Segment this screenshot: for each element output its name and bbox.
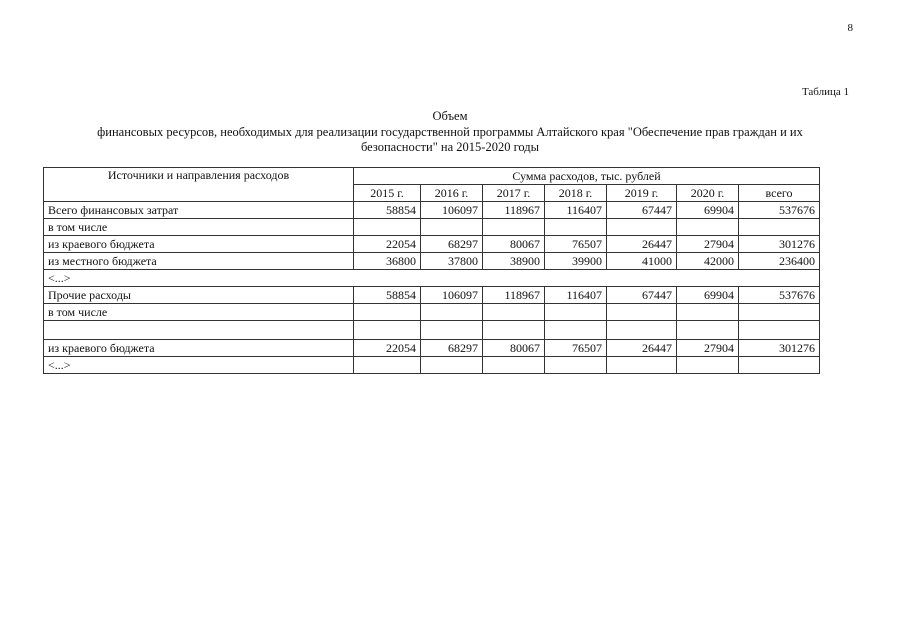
cell-value bbox=[677, 321, 739, 340]
cell-value bbox=[545, 357, 607, 374]
year-header: 2018 г. bbox=[545, 185, 607, 202]
row-label: из местного бюджета bbox=[44, 253, 354, 270]
row-label: в том числе bbox=[44, 219, 354, 236]
table-row bbox=[44, 287, 820, 304]
cell-value bbox=[739, 304, 820, 321]
title-line-3: безопасности" на 2015-2020 годы bbox=[360, 140, 540, 154]
cell-value bbox=[354, 304, 421, 321]
cell-value: 27904 bbox=[677, 236, 739, 253]
cell-value: 27904 bbox=[677, 340, 739, 357]
cell-value: 76507 bbox=[545, 340, 607, 357]
col-sum-header: Сумма расходов, тыс. рублей bbox=[354, 168, 820, 185]
table-row bbox=[44, 270, 820, 287]
cell-value: 36800 bbox=[354, 253, 421, 270]
page-number: 8 bbox=[847, 22, 853, 34]
total-header: всего bbox=[739, 185, 820, 202]
cell-value bbox=[677, 304, 739, 321]
cell-value bbox=[739, 321, 820, 340]
cell-value: 80067 bbox=[483, 340, 545, 357]
document-title bbox=[40, 109, 860, 156]
cell-value: 38900 bbox=[483, 253, 545, 270]
cell-value: 301276 bbox=[739, 236, 820, 253]
table-row bbox=[44, 340, 820, 357]
row-label: из краевого бюджета bbox=[44, 236, 354, 253]
row-label bbox=[44, 321, 354, 340]
col-source-header: Источники и направления расходов bbox=[44, 168, 354, 202]
cell-value bbox=[354, 321, 421, 340]
cell-value: 76507 bbox=[545, 236, 607, 253]
cell-value: 69904 bbox=[677, 287, 739, 304]
cell-value: 537676 bbox=[739, 202, 820, 219]
cell-value: 42000 bbox=[677, 253, 739, 270]
row-label: Всего финансовых затрат bbox=[44, 202, 354, 219]
cell-value: 37800 bbox=[421, 253, 483, 270]
cell-value: 26447 bbox=[607, 236, 677, 253]
cell-value bbox=[677, 357, 739, 374]
table-label: Таблица 1 bbox=[801, 86, 849, 98]
cell-value bbox=[607, 304, 677, 321]
cell-value bbox=[545, 304, 607, 321]
cell-value: 69904 bbox=[677, 202, 739, 219]
title-line-1: Объем bbox=[432, 109, 468, 123]
row-label: из краевого бюджета bbox=[44, 340, 354, 357]
cell-value bbox=[607, 357, 677, 374]
cell-value: 22054 bbox=[354, 236, 421, 253]
cell-value: 118967 bbox=[483, 287, 545, 304]
year-header: 2015 г. bbox=[354, 185, 421, 202]
cell-value: 236400 bbox=[739, 253, 820, 270]
cell-value bbox=[677, 219, 739, 236]
cell-value: 68297 bbox=[421, 340, 483, 357]
cell-value bbox=[607, 321, 677, 340]
cell-value bbox=[354, 219, 421, 236]
cell-value bbox=[739, 219, 820, 236]
year-header: 2019 г. bbox=[607, 185, 677, 202]
cell-value bbox=[483, 357, 545, 374]
row-label: <...> bbox=[44, 270, 820, 287]
row-label: Прочие расходы bbox=[44, 287, 354, 304]
cell-value: 58854 bbox=[354, 287, 421, 304]
financial-table bbox=[43, 167, 820, 374]
table-row bbox=[44, 202, 820, 219]
cell-value: 118967 bbox=[483, 202, 545, 219]
cell-value bbox=[483, 304, 545, 321]
cell-value: 22054 bbox=[354, 340, 421, 357]
table-row bbox=[44, 253, 820, 270]
year-header: 2017 г. bbox=[483, 185, 545, 202]
cell-value bbox=[607, 219, 677, 236]
table-row bbox=[44, 357, 820, 374]
row-label: в том числе bbox=[44, 304, 354, 321]
cell-value bbox=[421, 357, 483, 374]
cell-value bbox=[483, 219, 545, 236]
cell-value: 80067 bbox=[483, 236, 545, 253]
cell-value: 116407 bbox=[545, 287, 607, 304]
cell-value bbox=[545, 321, 607, 340]
cell-value bbox=[421, 304, 483, 321]
cell-value: 58854 bbox=[354, 202, 421, 219]
cell-value: 301276 bbox=[739, 340, 820, 357]
cell-value bbox=[545, 219, 607, 236]
cell-value: 39900 bbox=[545, 253, 607, 270]
cell-value: 67447 bbox=[607, 287, 677, 304]
cell-value: 106097 bbox=[421, 287, 483, 304]
cell-value: 41000 bbox=[607, 253, 677, 270]
table-row bbox=[44, 304, 820, 321]
title-line-2: финансовых ресурсов, необходимых для реализации государственной программы Алтайского края "Обеспечение прав граждан и их bbox=[97, 124, 803, 139]
cell-value bbox=[483, 321, 545, 340]
year-header: 2020 г. bbox=[677, 185, 739, 202]
cell-value bbox=[739, 357, 820, 374]
table-row bbox=[44, 219, 820, 236]
cell-value: 67447 bbox=[607, 202, 677, 219]
cell-value bbox=[354, 357, 421, 374]
cell-value: 106097 bbox=[421, 202, 483, 219]
cell-value bbox=[421, 219, 483, 236]
year-header: 2016 г. bbox=[421, 185, 483, 202]
cell-value bbox=[421, 321, 483, 340]
table-row bbox=[44, 321, 820, 340]
row-label: <...> bbox=[44, 357, 354, 374]
cell-value: 26447 bbox=[607, 340, 677, 357]
cell-value: 537676 bbox=[739, 287, 820, 304]
cell-value: 116407 bbox=[545, 202, 607, 219]
cell-value: 68297 bbox=[421, 236, 483, 253]
table-row bbox=[44, 236, 820, 253]
